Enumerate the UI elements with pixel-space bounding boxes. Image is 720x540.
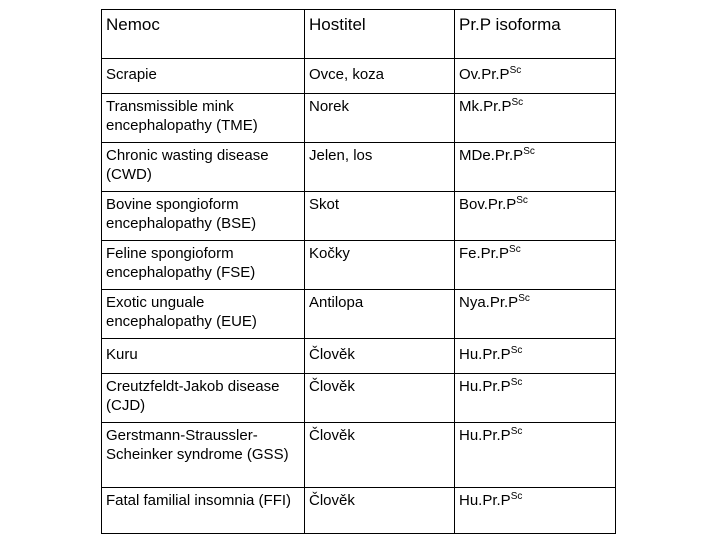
prion-disease-table <box>101 9 616 534</box>
isoform-superscript: Sc <box>523 146 535 157</box>
host-cell: Ovce, koza <box>305 59 455 94</box>
table-row <box>102 94 616 143</box>
isoform-cell <box>455 143 616 192</box>
header-isoform: Pr.P isoforma <box>455 10 616 59</box>
table-row <box>102 423 616 488</box>
isoform-name: Hu.Pr.P <box>459 378 511 395</box>
isoform-cell <box>455 423 616 488</box>
table-row <box>102 290 616 339</box>
host-cell: Člověk <box>305 374 455 423</box>
disease-cell: Fatal familial insomnia (FFI) <box>102 488 305 534</box>
disease-cell: Feline spongioform encephalopathy (FSE) <box>102 241 305 290</box>
isoform-name: Nya.Pr.P <box>459 294 519 311</box>
table-row <box>102 339 616 374</box>
isoform-superscript: Sc <box>509 65 522 76</box>
isoform-cell <box>455 374 616 423</box>
isoform-superscript: Sc <box>510 426 523 437</box>
disease-cell: Kuru <box>102 339 305 374</box>
isoform-superscript: Sc <box>516 195 528 206</box>
isoform-cell <box>455 94 616 143</box>
isoform-superscript: Sc <box>518 293 530 304</box>
isoform-superscript: Sc <box>509 244 521 255</box>
disease-cell: Creutzfeldt-Jakob disease (CJD) <box>102 374 305 423</box>
isoform-superscript: Sc <box>510 345 523 356</box>
host-cell: Jelen, los <box>305 143 455 192</box>
disease-cell: Chronic wasting disease (CWD) <box>102 143 305 192</box>
host-cell: Člověk <box>305 423 455 488</box>
isoform-cell <box>455 59 616 94</box>
disease-cell: Gerstmann-Straussler-Scheinker syndrome (GSS) <box>102 423 305 488</box>
isoform-name: Hu.Pr.P <box>459 492 511 509</box>
table-header-row <box>102 10 616 59</box>
isoform-cell <box>455 339 616 374</box>
host-cell: Člověk <box>305 488 455 534</box>
header-host: Hostitel <box>305 10 455 59</box>
isoform-superscript: Sc <box>510 377 523 388</box>
header-disease: Nemoc <box>102 10 305 59</box>
table-row <box>102 241 616 290</box>
isoform-name: Fe.Pr.P <box>459 245 510 262</box>
host-cell: Kočky <box>305 241 455 290</box>
host-cell: Antilopa <box>305 290 455 339</box>
table-row <box>102 192 616 241</box>
isoform-name: Hu.Pr.P <box>459 427 511 444</box>
isoform-name: Bov.Pr.P <box>459 196 517 213</box>
isoform-name: Ov.Pr.P <box>459 66 510 83</box>
table-row <box>102 488 616 534</box>
disease-cell: Bovine spongioform encephalopathy (BSE) <box>102 192 305 241</box>
isoform-cell <box>455 192 616 241</box>
disease-cell: Transmissible mink encephalopathy (TME) <box>102 94 305 143</box>
isoform-cell <box>455 241 616 290</box>
isoform-cell <box>455 488 616 534</box>
host-cell: Norek <box>305 94 455 143</box>
isoform-name: Mk.Pr.P <box>459 98 512 115</box>
host-cell: Člověk <box>305 339 455 374</box>
disease-cell: Scrapie <box>102 59 305 94</box>
isoform-superscript: Sc <box>510 491 523 502</box>
isoform-name: MDe.Pr.P <box>459 147 524 164</box>
isoform-cell <box>455 290 616 339</box>
table-row <box>102 374 616 423</box>
table-row <box>102 143 616 192</box>
isoform-superscript: Sc <box>511 97 524 108</box>
host-cell: Skot <box>305 192 455 241</box>
isoform-name: Hu.Pr.P <box>459 346 511 363</box>
disease-cell: Exotic unguale encephalopathy (EUE) <box>102 290 305 339</box>
table-row <box>102 59 616 94</box>
